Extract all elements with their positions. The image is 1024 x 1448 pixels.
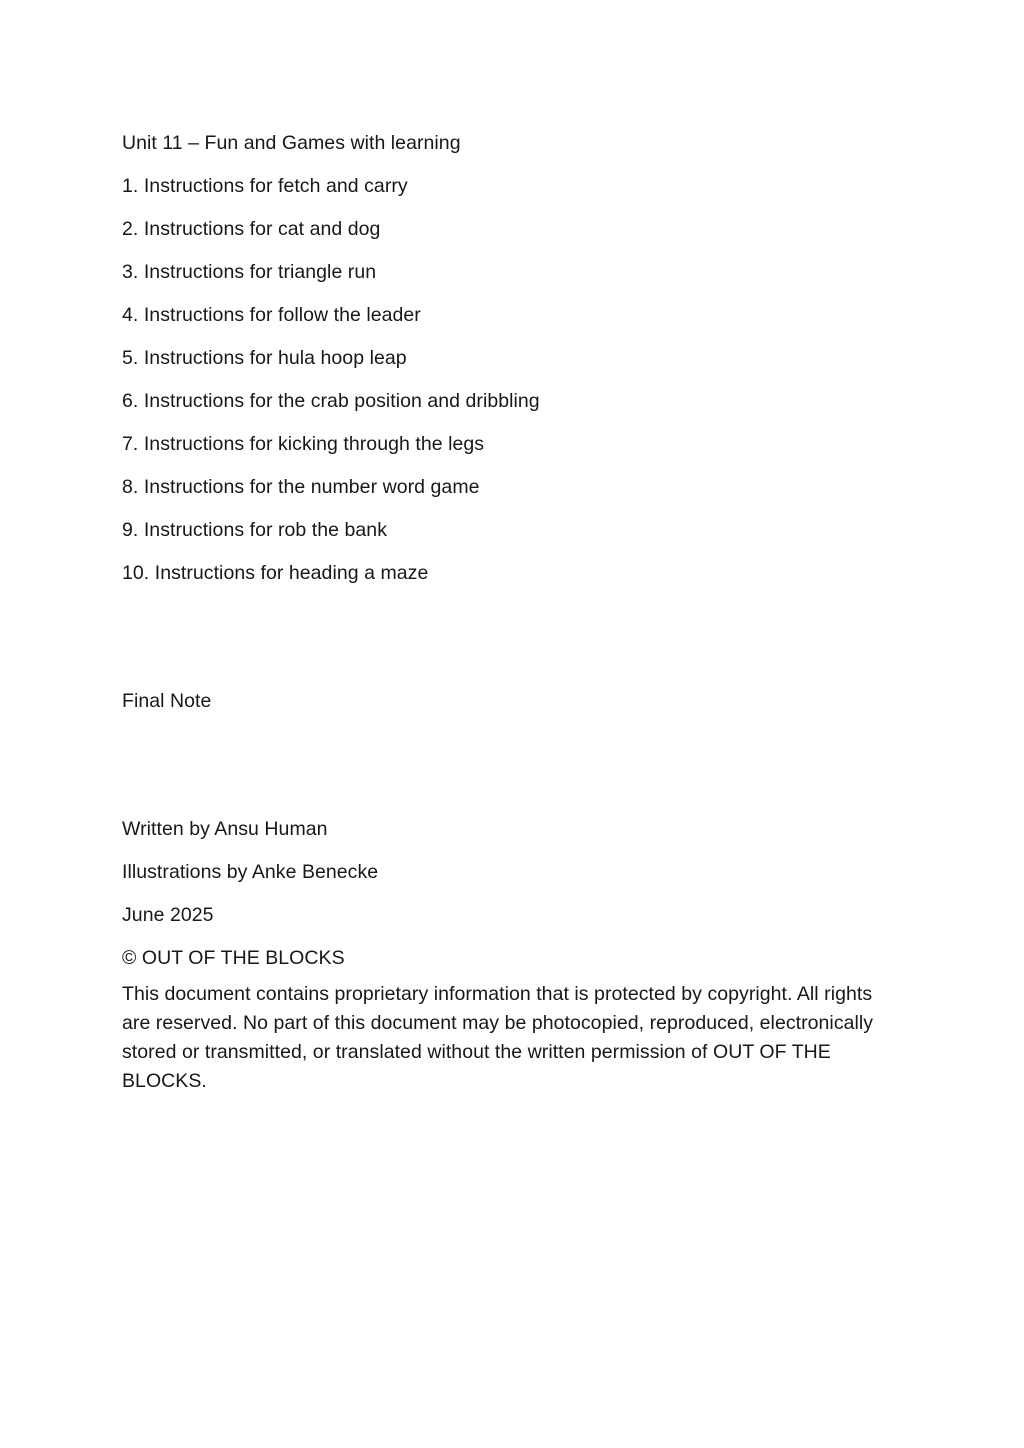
unit-title: Unit 11 – Fun and Games with learning xyxy=(122,132,461,154)
list-item: 6. Instructions for the crab position and dribbling xyxy=(122,390,540,412)
list-item: 7. Instructions for kicking through the legs xyxy=(122,433,485,455)
author-credit: Written by Ansu Human xyxy=(122,818,328,840)
illustrator-credit: Illustrations by Anke Benecke xyxy=(122,861,379,883)
copyright-holder: © OUT OF THE BLOCKS xyxy=(122,947,345,969)
section-spacer xyxy=(122,723,912,766)
list-item: 1. Instructions for fetch and carry xyxy=(122,175,408,197)
list-item: 5. Instructions for hula hoop leap xyxy=(122,347,407,369)
publication-date: June 2025 xyxy=(122,904,214,926)
section-spacer xyxy=(122,595,912,638)
list-item: 4. Instructions for follow the leader xyxy=(122,304,421,326)
final-note-heading: Final Note xyxy=(122,690,212,712)
copyright-notice: This document contains proprietary information that is protected by copyright. All rights are reserved. No part of this document may be photocopied, reproduced, electronically stored or transmitted, or translated without the written permission of OUT OF THE BLOCKS. xyxy=(122,983,874,1092)
section-spacer xyxy=(122,766,912,808)
list-item: 9. Instructions for rob the bank xyxy=(122,519,387,541)
section-spacer xyxy=(122,638,912,680)
list-item: 10. Instructions for heading a maze xyxy=(122,562,429,584)
document-body xyxy=(122,122,912,1096)
list-item: 3. Instructions for triangle run xyxy=(122,261,377,283)
table-of-contents xyxy=(122,165,912,595)
list-item: 8. Instructions for the number word game xyxy=(122,476,480,498)
list-item: 2. Instructions for cat and dog xyxy=(122,218,381,240)
